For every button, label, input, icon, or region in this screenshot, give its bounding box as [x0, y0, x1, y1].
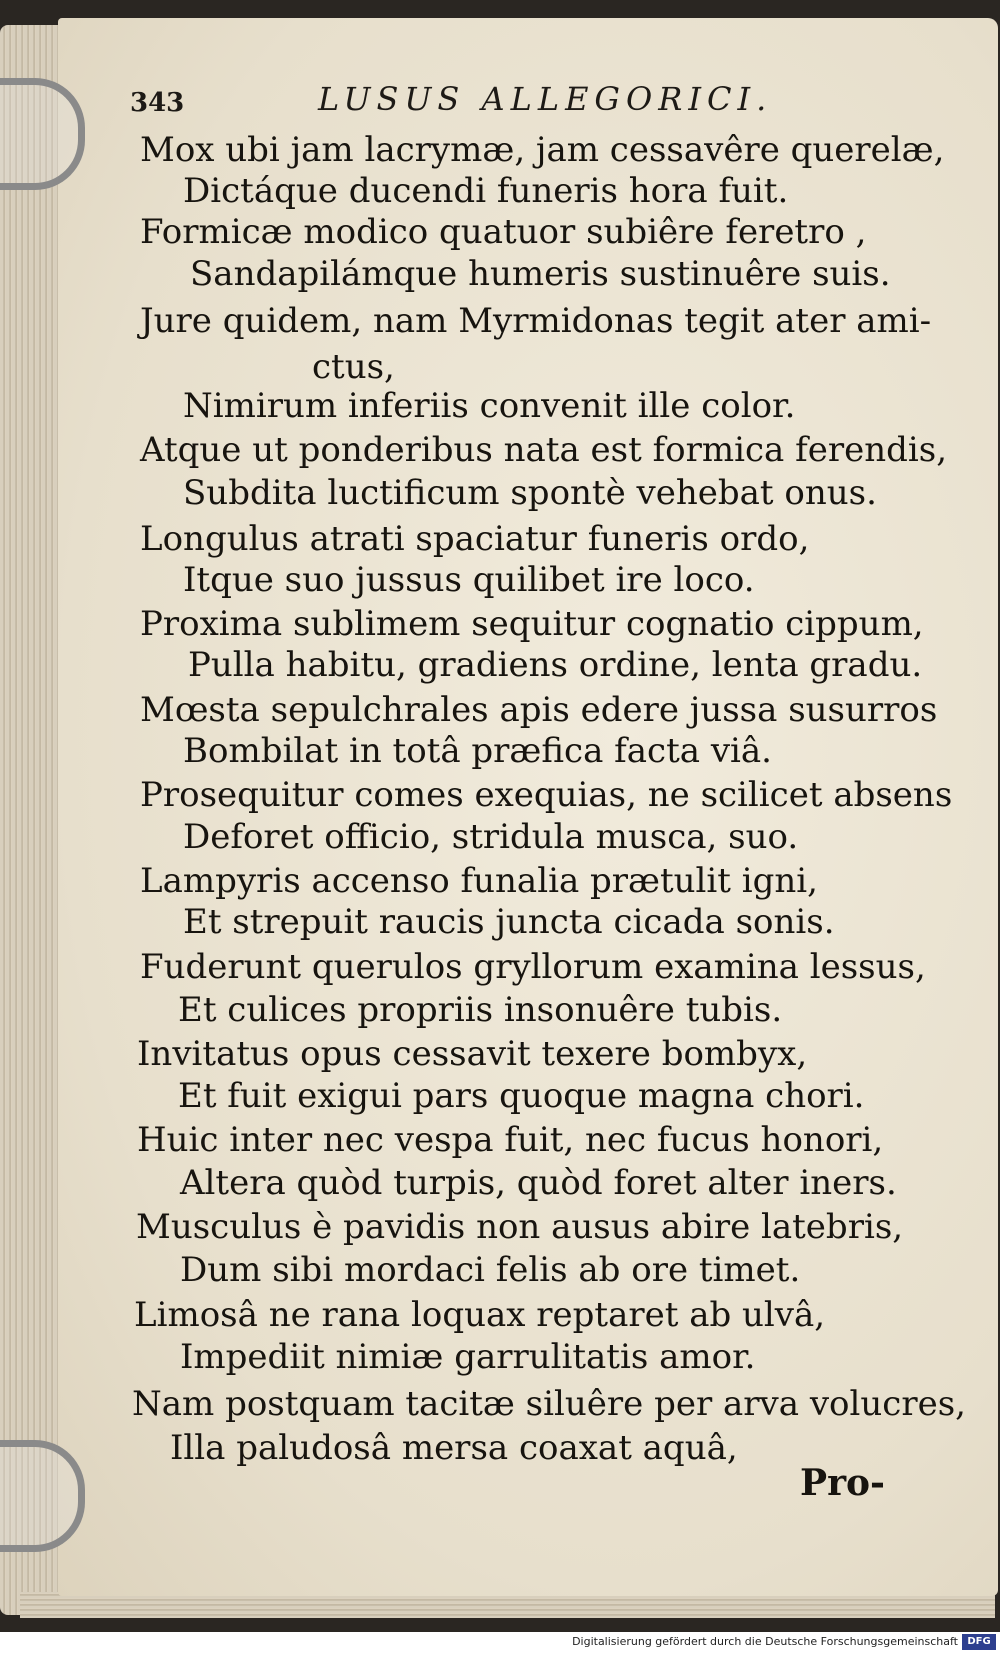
poem-line: Prosequitur comes exequias, ne scilicet absens — [140, 775, 953, 815]
poem-line: Et culices propriis insonuêre tubis. — [178, 990, 783, 1030]
poem-line: Impediit nimiæ garrulitatis amor. — [180, 1337, 756, 1377]
poem-line: Invitatus opus cessavit texere bombyx, — [137, 1034, 808, 1074]
poem-line: Mox ubi jam lacrymæ, jam cessavêre querelæ, — [140, 130, 945, 170]
poem-line: Fuderunt querulos gryllorum examina lessus, — [140, 947, 926, 987]
poem-line: Proxima sublimem sequitur cognatio cippum, — [140, 604, 924, 644]
poem-line: Dictáque ducendi funeris hora fuit. — [183, 171, 789, 211]
funding-credit: Digitalisierung gefördert durch die Deutsche Forschungsgemeinschaft — [572, 1635, 958, 1648]
poem-line: Formicæ modico quatuor subiêre feretro , — [140, 212, 867, 252]
poem-line: Nimirum inferiis convenit ille color. — [183, 386, 796, 426]
poem-line: Sandapilámque humeris sustinuêre suis. — [190, 254, 891, 294]
poem-line: Subdita luctificum spontè vehebat onus. — [183, 473, 877, 513]
poem-line: Huic inter nec vespa fuit, nec fucus honori, — [137, 1120, 884, 1160]
poem-line: Dum sibi mordaci felis ab ore timet. — [180, 1250, 801, 1290]
page-clip-bottom — [0, 1440, 85, 1552]
poem-line: Bombilat in totâ præfica facta viâ. — [183, 731, 772, 771]
running-title: LUSUS ALLEGORICI. — [318, 80, 773, 118]
poem-line: ctus, — [312, 347, 395, 387]
poem-line: Lampyris accenso funalia prætulit igni, — [140, 861, 818, 901]
poem-line: Jure quidem, nam Myrmidonas tegit ater ami- — [140, 301, 932, 341]
poem-line: Limosâ ne rana loquax reptaret ab ulvâ, — [134, 1295, 826, 1335]
poem-line: Itque suo jussus quilibet ire loco. — [183, 560, 755, 600]
poem-line: Musculus è pavidis non ausus abire latebris, — [136, 1207, 904, 1247]
poem-line: Illa paludosâ mersa coaxat aquâ, — [170, 1428, 738, 1468]
poem-line: Deforet officio, stridula musca, suo. — [183, 817, 799, 857]
poem-line: Altera quòd turpis, quòd foret alter iners. — [180, 1163, 897, 1203]
dfg-logo: DFG — [962, 1634, 996, 1650]
page-number: 343 — [130, 88, 185, 118]
poem-line: Atque ut ponderibus nata est formica ferendis, — [140, 430, 948, 470]
poem-line: Longulus atrati spaciatur funeris ordo, — [140, 519, 810, 559]
poem-line: Mœsta sepulchrales apis edere jussa susurros — [140, 690, 938, 730]
poem-line: Nam postquam tacitæ siluêre per arva volucres, — [132, 1384, 966, 1424]
poem-line: Et fuit exigui pars quoque magna chori. — [178, 1076, 865, 1116]
poem-line: Et strepuit raucis juncta cicada sonis. — [183, 902, 835, 942]
page-clip-top — [0, 78, 85, 190]
poem-line: Pulla habitu, gradiens ordine, lenta gradu. — [188, 645, 923, 685]
catchword: Pro- — [800, 1462, 885, 1504]
